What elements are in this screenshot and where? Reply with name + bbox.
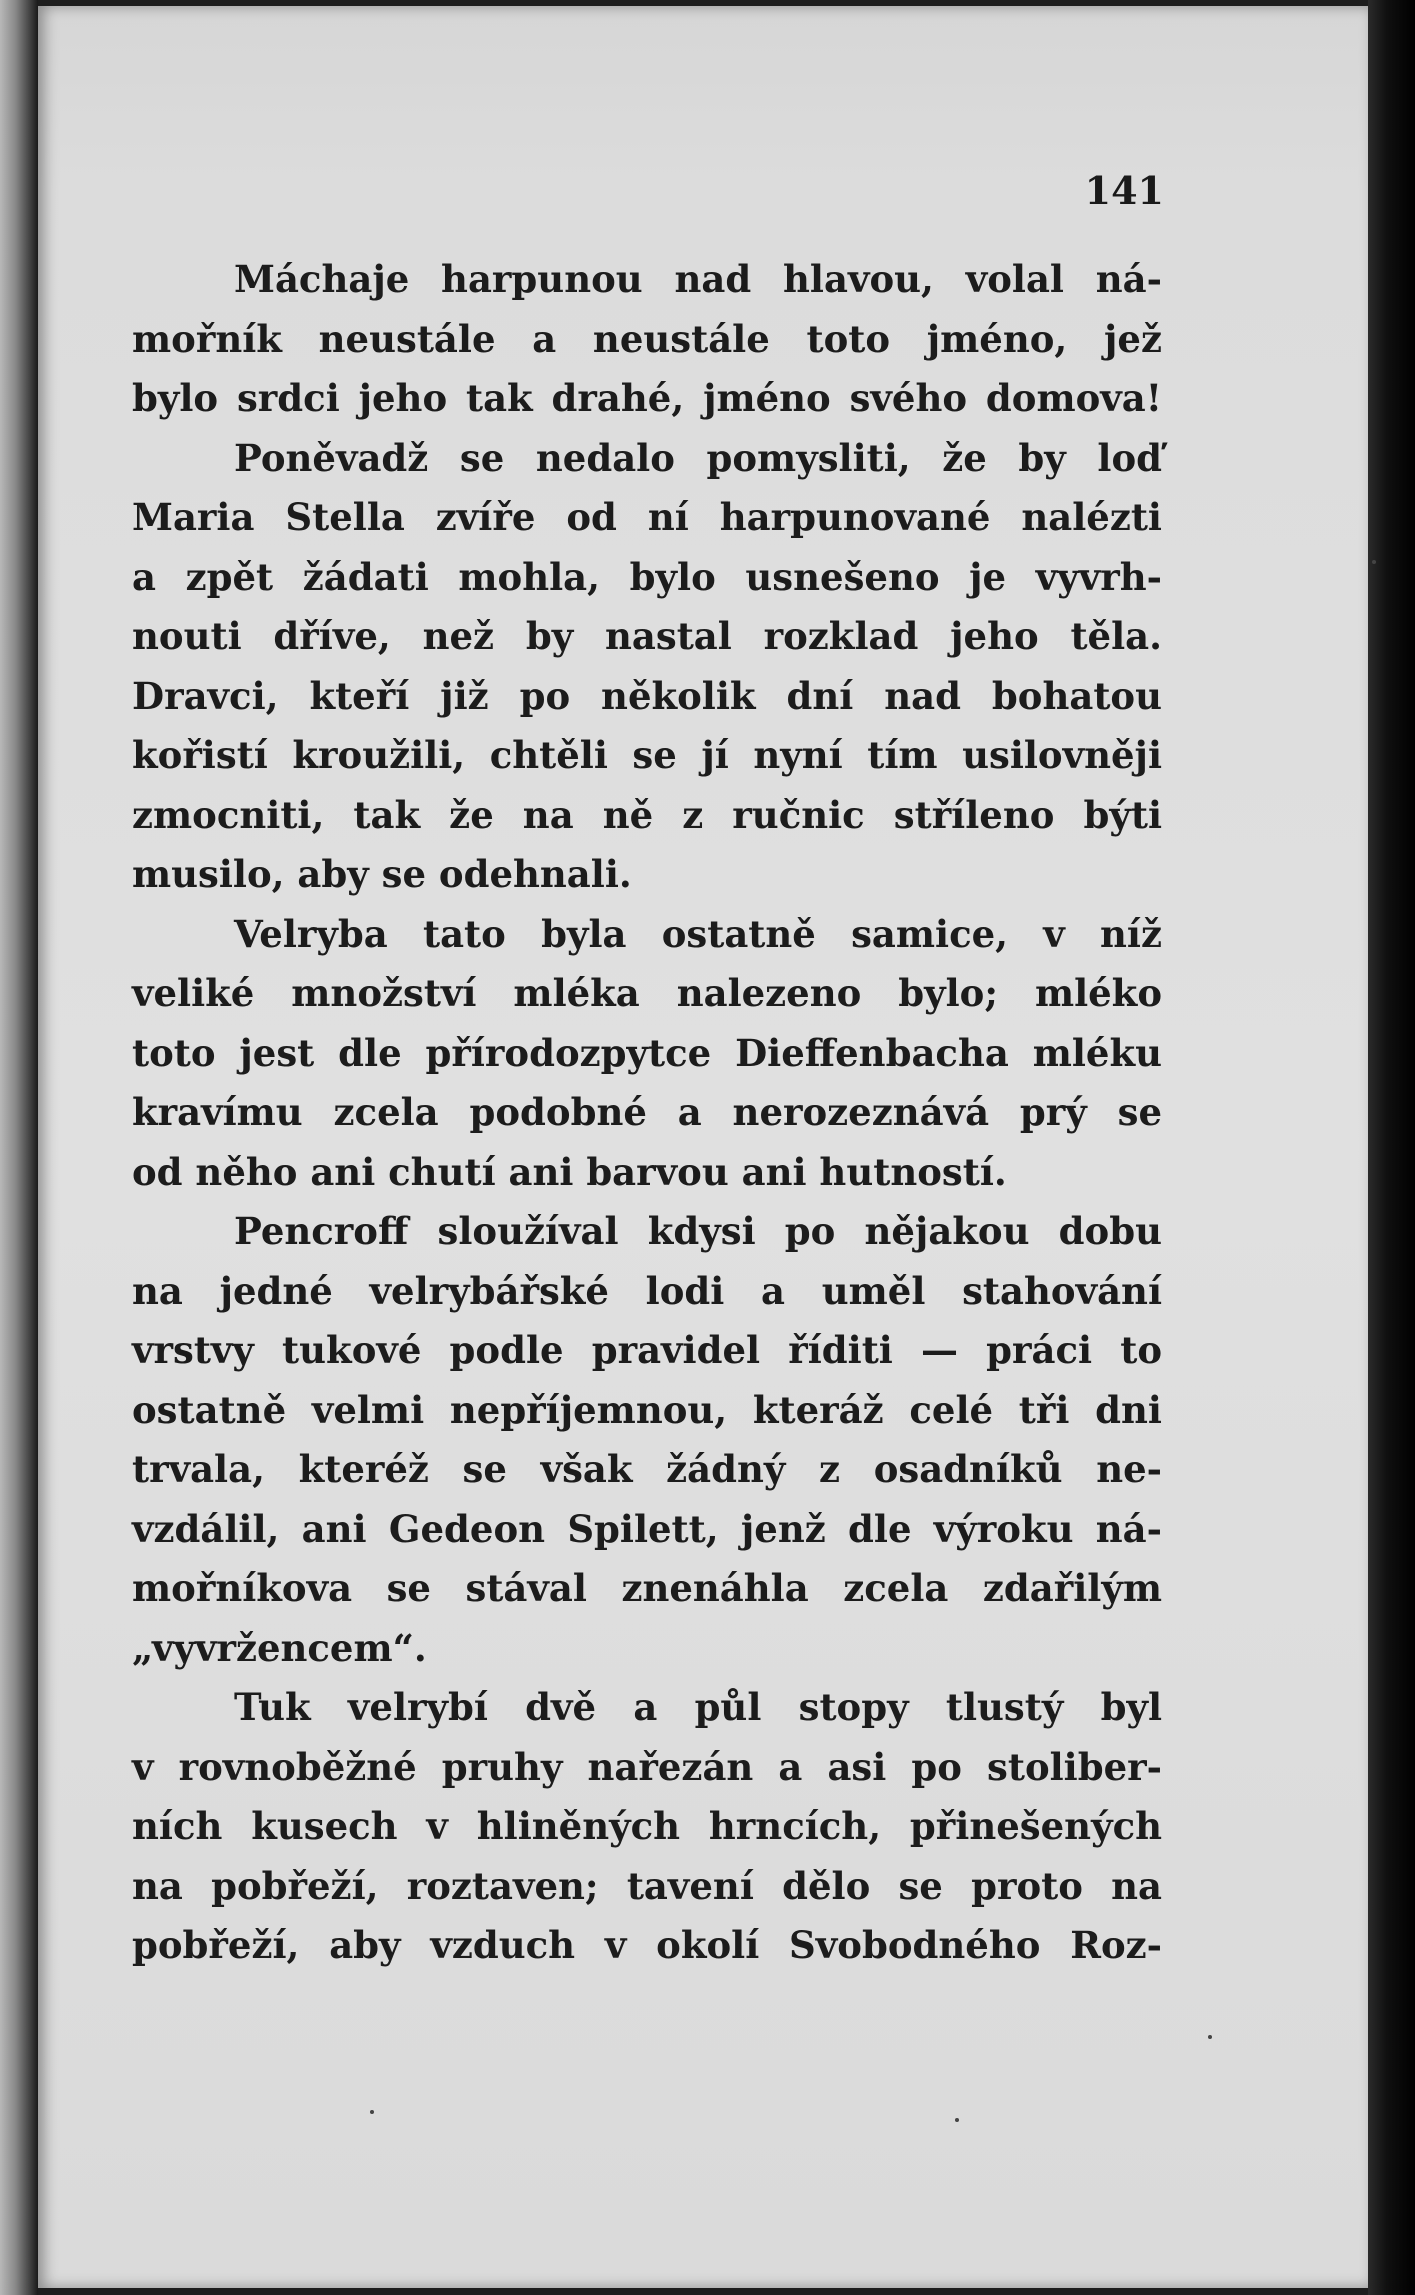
text-line: ních kusech v hliněných hrncích, přinešených xyxy=(132,1804,1162,1848)
text-line: „vyvržencem“. xyxy=(132,1625,427,1670)
left-binding-edge xyxy=(0,0,38,2295)
text-line: Tuk velrybí dvě a půl stopy tlustý byl xyxy=(234,1685,1162,1729)
text-line: musilo, aby se odehnali. xyxy=(132,852,632,896)
text-line: Poněvadž se nedalo pomysliti, že by loď xyxy=(234,435,1162,480)
page-number: 141 xyxy=(1084,168,1164,213)
text-line: veliké množství mléka nalezeno bylo; mléko xyxy=(132,971,1162,1015)
text-line: na jedné velrybářské lodi a uměl stahování xyxy=(132,1268,1162,1313)
text-line: vrstvy tukové podle pravidel říditi — práci to xyxy=(132,1328,1162,1372)
body-text xyxy=(132,250,1162,1976)
paper-speck xyxy=(955,2118,959,2122)
text-line: pobřeží, aby vzduch v okolí Svobodného Roz- xyxy=(132,1923,1162,1967)
paper-speck xyxy=(370,2110,374,2114)
text-line: vzdálil, ani Gedeon Spilett, jenž dle výroku ná- xyxy=(132,1506,1162,1551)
paper-speck xyxy=(1372,560,1376,564)
text-line: mořník neustále a neustále toto jméno, jež xyxy=(132,316,1162,361)
text-line: a zpět žádati mohla, bylo usnešeno je vyvrh- xyxy=(132,554,1162,599)
text-line: toto jest dle přírodozpytce Dieffenbacha mléku xyxy=(132,1030,1162,1075)
text-line: v rovnoběžné pruhy nařezán a asi po stoliber- xyxy=(132,1744,1162,1789)
text-line: ostatně velmi nepříjemnou, kteráž celé tři dni xyxy=(132,1387,1162,1432)
text-line: Maria Stella zvíře od ní harpunované nalézti xyxy=(132,495,1162,539)
text-line: kořistí kroužili, chtěli se jí nyní tím usilovněji xyxy=(132,733,1162,777)
right-page-edge xyxy=(1368,0,1415,2295)
text-line: Dravci, kteří již po několik dní nad bohatou xyxy=(132,673,1162,718)
text-line: trvala, kteréž se však žádný z osadníků ne- xyxy=(132,1447,1162,1491)
text-line: bylo srdci jeho tak drahé, jméno svého domova! xyxy=(132,376,1162,420)
text-line: zmocniti, tak že na ně z ručnic stříleno býti xyxy=(132,792,1162,837)
text-line: Pencroff sloužíval kdysi po nějakou dobu xyxy=(234,1209,1162,1253)
text-line: na pobřeží, roztaven; tavení dělo se proto na xyxy=(132,1863,1162,1908)
text-line: kravímu zcela podobné a nerozeznává prý se xyxy=(132,1090,1162,1134)
text-line: mořníkova se stával znenáhla zcela zdařilým xyxy=(132,1566,1162,1610)
text-line: nouti dříve, než by nastal rozklad jeho těla. xyxy=(132,614,1162,658)
text-line: od něho ani chutí ani barvou ani hutností. xyxy=(132,1149,1007,1194)
text-line: Máchaje harpunou nad hlavou, volal ná- xyxy=(234,257,1162,301)
paper-speck xyxy=(1208,2035,1212,2039)
text-line: Velryba tato byla ostatně samice, v níž xyxy=(234,911,1162,956)
